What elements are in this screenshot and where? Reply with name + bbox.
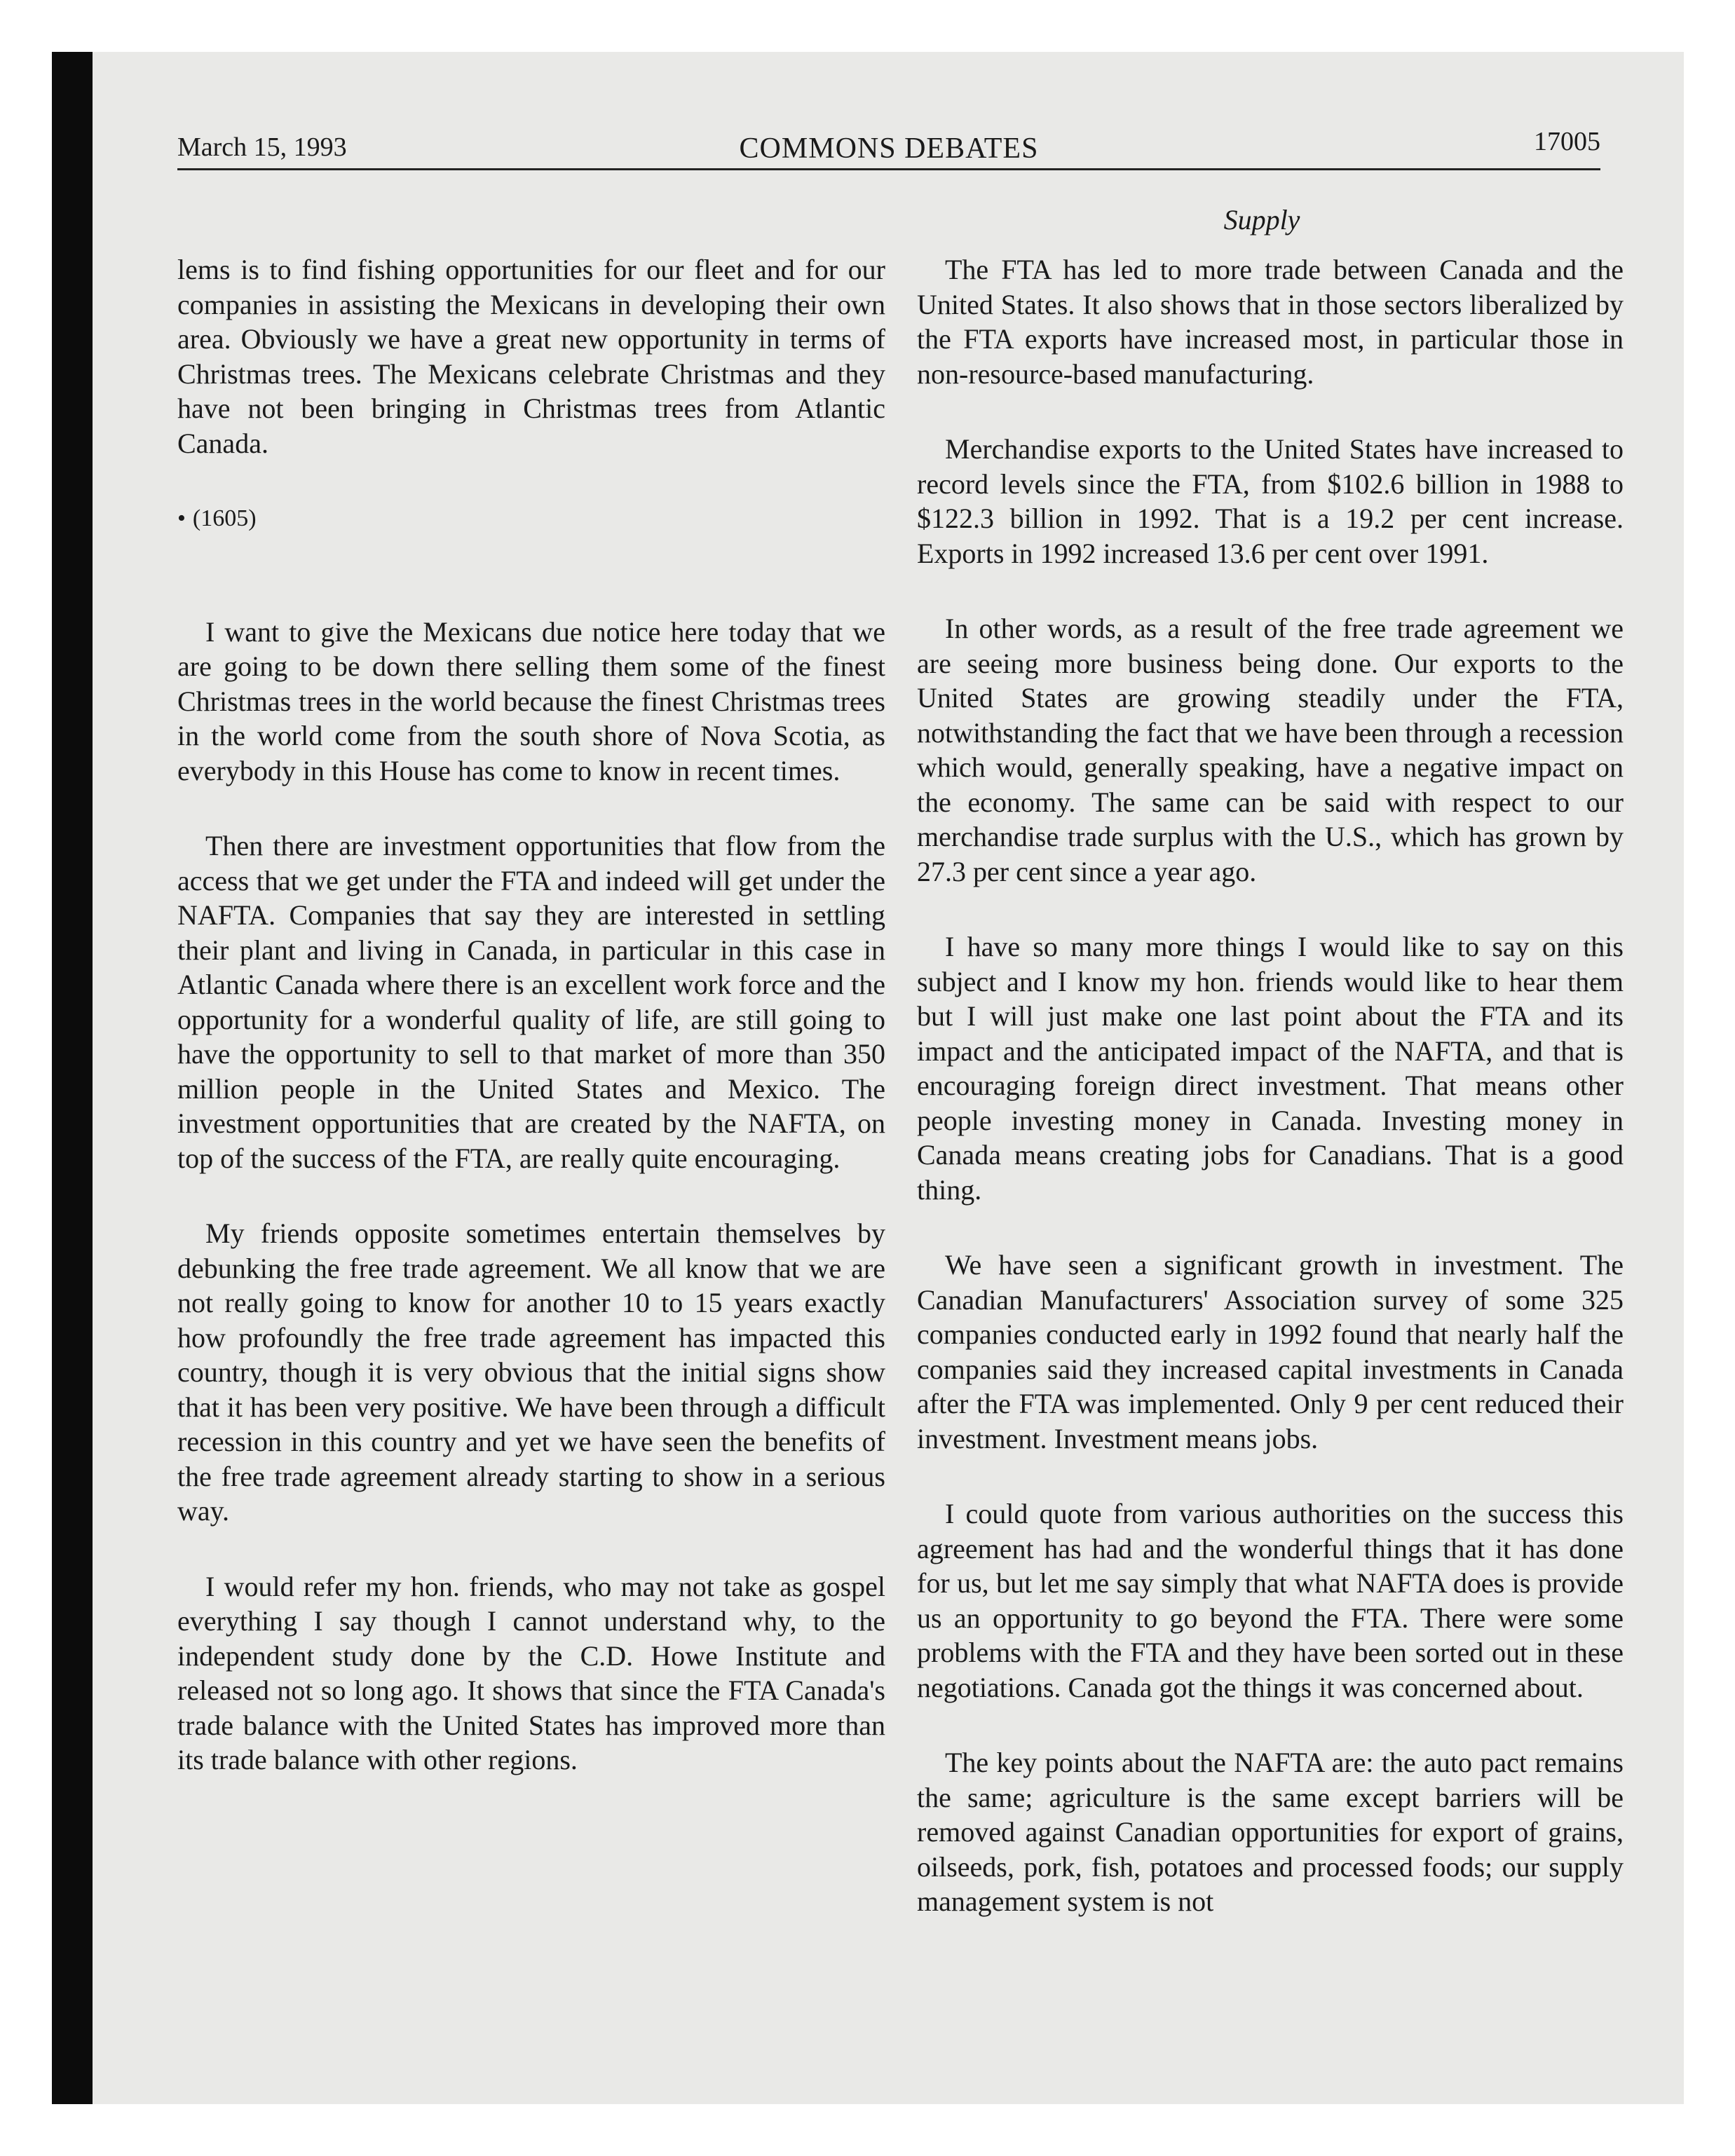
header-date: March 15, 1993: [177, 132, 347, 162]
bullet-icon: •: [177, 505, 186, 531]
paragraph: I would refer my hon. friends, who may not take as gospel everything I say though I cannot understand why, to the independent study done by the C.D. Howe Institute and released not so long ago. It shows that since the FTA Canada's trade balance with the United States has improved more than its trade balance with other regions.: [177, 1570, 885, 1775]
binding-edge: [52, 52, 93, 2104]
paragraph: In other words, as a result of the free trade agreement we are seeing more business being done. Our exports to the United States are growing steadily under the FTA, notwithstanding the fact that we have been through a recession which would, generally speaking, have a negative impact on the economy. The same can be said with respect to our merchandise trade surplus with the U.S., which has grown by 27.3 per cent since a year ago.: [917, 613, 1624, 887]
paragraph: Merchandise exports to the United States have increased to record levels since the FTA, from $102.6 billion in 1988 to $122.3 billion in 1992. That is a 19.2 per cent increase. Exports in 1992 increased 13.6 per cent over 1991.: [917, 433, 1624, 569]
right-column: [917, 252, 1624, 1960]
paragraph: My friends opposite sometimes entertain themselves by debunking the free trade agreement. We all know that we are not really going to know for another 10 to 15 years exactly how profoundly the free trade agreement has impacted this country, though it is very obvious that the initial signs show that it has been very positive. We have been through a difficult recession in this country and yet we have seen the benefits of the free trade agreement already starting to show in a serious way.: [177, 1217, 885, 1527]
running-head: Supply: [1223, 204, 1300, 236]
paragraph: We have seen a significant growth in investment. The Canadian Manufacturers' Association survey of some 325 companies conducted early in 1992 found that nearly half the companies said they increased capital investments in Canada after the FTA was implemented. Only 9 per cent reduced their investment. Investment means jobs.: [917, 1249, 1624, 1454]
paragraph: I have so many more things I would like to say on this subject and I know my hon. friends would like to hear them but I will just make one last point about the FTA and its impact and the anticipated impact of the NAFTA, and that is encouraging foreign direct investment. That means other people investing money in Canada. Investing money in Canada means creating jobs for Canadians. That is a good thing.: [917, 931, 1624, 1206]
paragraph: lems is to find fishing opportunities for our fleet and for our companies in assisting the Mexicans in developing their own area. Obviously we have a great new opportunity in terms of Christmas trees. The Mexicans celebrate Christmas and they have not been bringing in Christmas trees from Atlantic Canada.: [177, 254, 885, 459]
paragraph: The FTA has led to more trade between Canada and the United States. It also shows that in those sectors liberalized by the FTA exports have increased most, in particular those in non-resource-based manufacturing.: [917, 254, 1624, 390]
paragraph: I could quote from various authorities on the success this agreement has had and the wonderful things that it has done for us, but let me say simply that what NAFTA does is provide us an opportunity to go beyond the FTA. There were some problems with the FTA and they have been sorted out in these negotiations. Canada got the things it was concerned about.: [917, 1498, 1624, 1703]
header-page-number: 17005: [1534, 127, 1600, 156]
header-rule: [177, 168, 1600, 170]
timestamp-text: (1605): [192, 505, 257, 531]
paragraph: The key points about the NAFTA are: the auto pact remains the same; agriculture is the same except barriers will be removed against Canadian opportunities for export of grains, oilseeds, pork, fish, potatoes and processed foods; our supply management system is not: [917, 1747, 1624, 1917]
header-title: COMMONS DEBATES: [739, 132, 1039, 165]
page-header: [177, 126, 1600, 168]
left-column: [177, 252, 885, 1818]
paragraph: Then there are investment opportunities that flow from the access that we get under the FTA and indeed will get under the NAFTA. Companies that say they are interested in settling their plant and living in Canada, in particular in this case in Atlantic Canada where there is an excellent work force and the opportunity for a wonderful quality of life, are still going to have the opportunity to sell to that market of more than 350 million people in the United States and Mexico. The investment opportunities that are created by the NAFTA, on top of the success of the FTA, are really quite encouraging.: [177, 830, 885, 1174]
timestamp: [177, 501, 885, 536]
paragraph: I want to give the Mexicans due notice here today that we are going to be down there selling them some of the finest Christmas trees in the world because the finest Christmas trees in the world come from the south shore of Nova Scotia, as everybody in this House has come to know in recent times.: [177, 615, 885, 786]
